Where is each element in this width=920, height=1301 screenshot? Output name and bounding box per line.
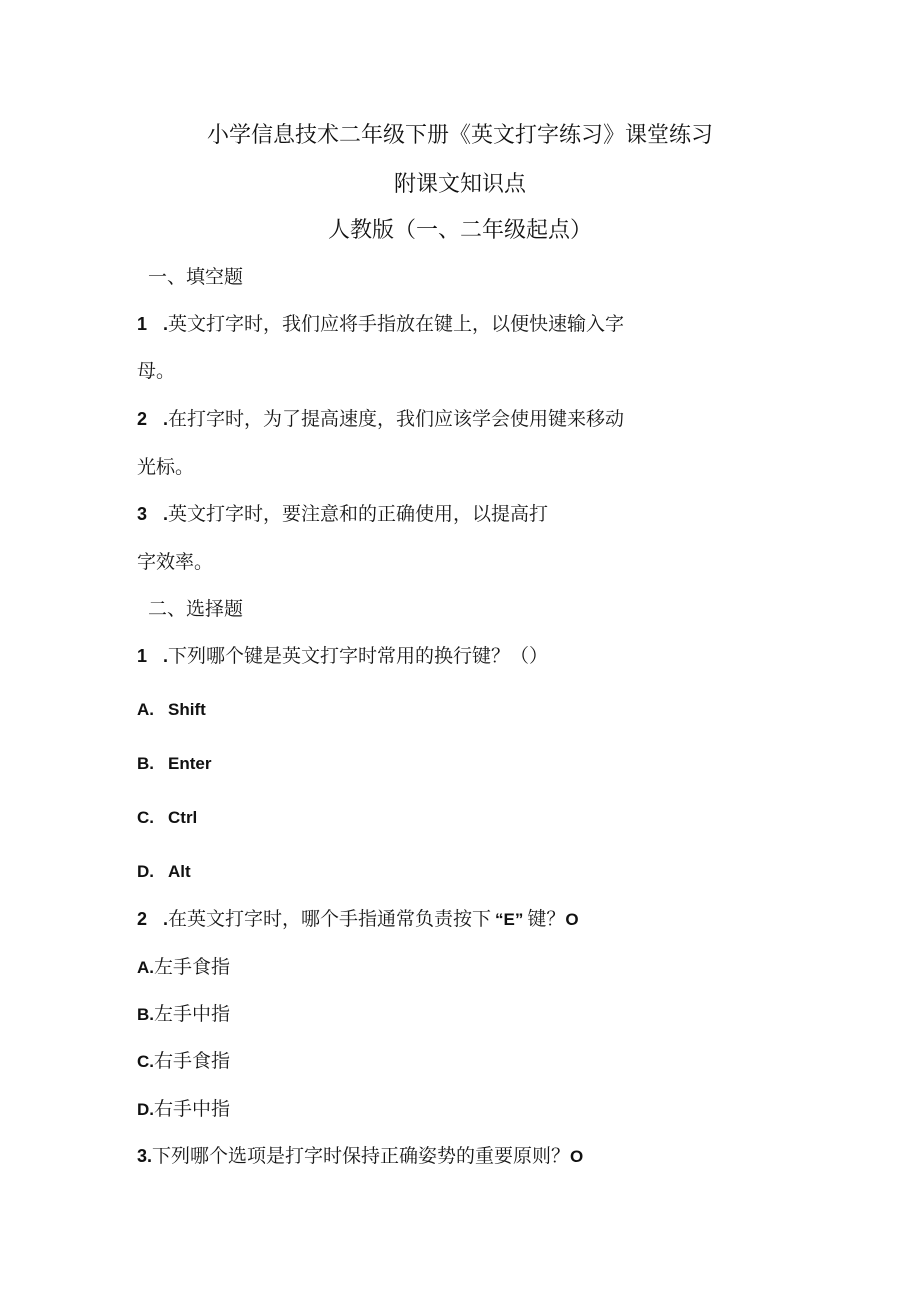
question-number: 3. [137,1146,153,1166]
option-letter: D. [137,862,154,881]
question-text: 下列哪个键是英文打字时常用的换行键？（） [168,645,549,667]
choice-option-c [137,1046,230,1073]
question-number: 1 [137,646,148,666]
option-letter: B. [137,754,154,773]
question-number: 2 [137,909,148,929]
section-heading-multiple-choice: 二、选择题 [148,598,244,620]
option-text: 左手食指 [154,956,231,978]
option-letter: C. [137,1052,154,1071]
choice-option-d [137,1094,230,1121]
question-dot: . [163,409,169,429]
question-dot: . [163,314,169,334]
fill-blank-question-2 [137,404,624,431]
question-text: 在打字时，为了提高速度，我们应该学会使用键来移动 [168,408,625,430]
fill-blank-question-1 [137,309,624,336]
option-text: Shift [168,700,206,719]
question-number: 1 [137,314,148,334]
question-key: “E” [495,910,524,929]
question-text: 在英文打字时，哪个手指通常负责按下 [168,908,492,930]
option-text: Enter [168,754,212,773]
choice-option-a [137,700,206,720]
question-text-end: 键？ [527,908,566,930]
question-text: 下列哪个选项是打字时保持正确姿势的重要原则？ [152,1145,571,1167]
answer-blank-mark: O [565,910,579,929]
fill-blank-question-1-continued: 母。 [137,360,176,382]
choice-option-c [137,808,197,828]
fill-blank-question-3-continued: 字效率。 [137,551,214,573]
fill-blank-question-2-continued: 光标。 [137,456,195,478]
fill-blank-question-3 [137,499,548,526]
choice-option-d [137,862,191,882]
question-dot: . [163,504,169,524]
document-title: 小学信息技术二年级下册《英文打字练习》课堂练习 [206,123,713,148]
document-edition: 人教版（一、二年级起点） [327,218,592,243]
question-number: 2 [137,409,148,429]
question-dot: . [163,646,169,666]
question-text: 英文打字时，要注意和的正确使用，以提高打 [168,503,549,525]
choice-question-2 [137,904,579,931]
option-letter: A. [137,958,154,977]
choice-option-b [137,999,230,1026]
option-text: 左手中指 [154,1003,231,1025]
option-text: 右手食指 [154,1050,231,1072]
section-heading-fill-blank: 一、填空题 [148,266,244,288]
choice-question-1 [137,641,548,668]
option-letter: B. [137,1005,154,1024]
question-text: 英文打字时，我们应将手指放在键上，以便快速输入字 [168,313,625,335]
option-text: 右手中指 [154,1098,231,1120]
question-dot: . [163,909,169,929]
document-subtitle: 附课文知识点 [393,172,526,197]
choice-option-a [137,952,230,979]
choice-question-3 [137,1141,583,1168]
option-letter: A. [137,700,154,719]
option-letter: D. [137,1100,154,1119]
option-letter: C. [137,808,154,827]
option-text: Ctrl [168,808,198,827]
answer-blank-mark: O [570,1147,584,1166]
choice-option-b [137,754,211,774]
option-text: Alt [168,862,191,881]
question-number: 3 [137,504,148,524]
